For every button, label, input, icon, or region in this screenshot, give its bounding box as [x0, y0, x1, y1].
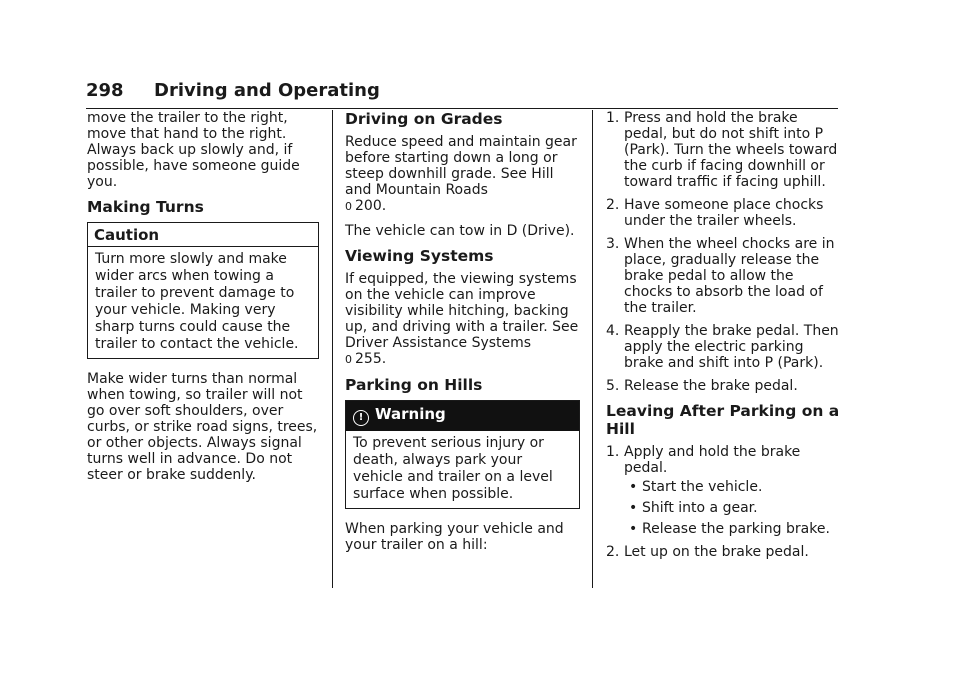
column-divider-right — [592, 110, 593, 588]
warning-icon: ! — [353, 410, 369, 426]
page-header — [86, 78, 838, 109]
heading-parking-on-hills: Parking on Hills — [345, 376, 483, 394]
intro-paragraph: move the trailer to the right, move that hand to the right. Always back up slowly and, if possible, have someone guide you. — [87, 110, 300, 190]
heading-making-turns: Making Turns — [87, 198, 204, 216]
bullet-list — [624, 479, 842, 537]
bullet-item: • Release the parking brake. — [624, 521, 842, 537]
tow-paragraph: The vehicle can tow in D (Drive). — [345, 223, 575, 239]
bullet-item: • Start the vehicle. — [624, 479, 842, 495]
section-title: Driving and Operating — [154, 80, 380, 101]
caution-title: Caution — [88, 223, 318, 247]
list-item: 4. Reapply the brake pedal. Then apply the electric parking brake and shift into P (Park). — [606, 323, 839, 371]
turns-paragraph: Make wider turns than normal when towing, so trailer will not go over soft shoulders, over curbs, or strike road signs, trees, or other objects. Always signal turns well in advance. Do not steer or brake suddenly. — [87, 371, 318, 483]
warning-text: To prevent serious injury or death, always park your vehicle and trailer on a level surface when possible. — [353, 435, 553, 502]
xref-arrow-icon: 0 — [345, 353, 352, 366]
page-number: 298 — [86, 80, 124, 101]
column-left — [87, 110, 319, 491]
parking-paragraph: When parking your vehicle and your trailer on a hill: — [345, 521, 564, 553]
list-item: 5. Release the brake pedal. — [606, 378, 798, 394]
parking-steps-list — [606, 110, 842, 394]
warning-box — [345, 400, 580, 509]
leaving-steps-list — [606, 444, 842, 560]
heading-viewing-systems: Viewing Systems — [345, 247, 494, 265]
grades-text: Reduce speed and maintain gear before starting down a long or steep downhill grade. See Hill and Mountain Roads — [345, 134, 577, 198]
column-right — [606, 110, 842, 567]
viewing-text: If equipped, the viewing systems on the vehicle can improve visibility while hitching, backing up, and driving with a trailer. See Driver Assistance Systems — [345, 271, 579, 351]
column-middle — [345, 110, 580, 561]
list-item: 1. Press and hold the brake pedal, but do not shift into P (Park). Turn the wheels toward the curb if facing downhill or toward traffic if facing uphill. — [606, 110, 838, 190]
list-item: 3. When the wheel chocks are in place, gradually release the brake pedal to allow the chocks to absorb the load of the trailer. — [606, 236, 835, 316]
heading-driving-on-grades: Driving on Grades — [345, 110, 503, 128]
warning-header — [346, 401, 579, 431]
grades-paragraph — [345, 134, 580, 215]
xref-arrow-icon: 0 — [345, 200, 352, 213]
grades-ref-link[interactable]: 200. — [355, 198, 387, 214]
list-item: 1. Apply and hold the brake pedal. • Start the vehicle. • Shift into a gear. • Release the parking brake. — [606, 444, 842, 537]
caution-text: Turn more slowly and make wider arcs when towing a trailer to prevent damage to your vehicle. Making very sharp turns could cause the trailer to contact the vehicle. — [95, 251, 299, 352]
column-divider-left — [332, 110, 333, 588]
list-item: 2. Have someone place chocks under the trailer wheels. — [606, 197, 824, 229]
bullet-item: • Shift into a gear. — [624, 500, 842, 516]
list-item: 2. Let up on the brake pedal. — [606, 544, 809, 560]
viewing-ref-link[interactable]: 255. — [355, 351, 387, 367]
caution-box — [87, 222, 319, 359]
warning-title: Warning — [375, 405, 446, 423]
heading-leaving-after-parking: Leaving After Parking on a Hill — [606, 402, 840, 438]
viewing-paragraph — [345, 271, 580, 368]
